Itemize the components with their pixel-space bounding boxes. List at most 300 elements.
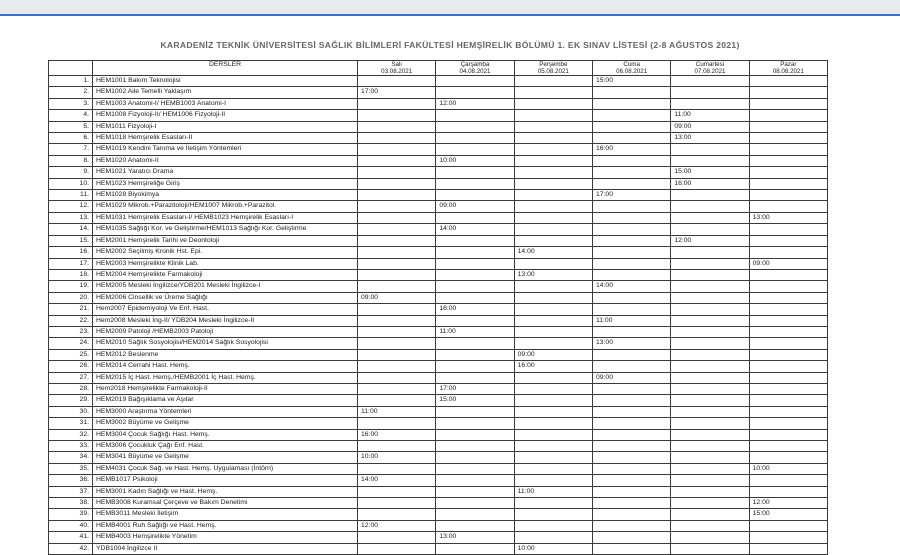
- course-name: HEMB4003 Hemşirelikte Yönetim: [93, 532, 358, 543]
- table-row: [49, 543, 828, 554]
- table-row: [49, 212, 828, 223]
- exam-time-cell: [749, 247, 827, 258]
- course-name: HEM1028 Biyokimya: [93, 190, 358, 201]
- table-row: [49, 475, 828, 486]
- table-row: [49, 315, 828, 326]
- day-header: Pazar: [749, 61, 827, 69]
- exam-time-cell: 15:00: [592, 76, 670, 87]
- row-number: 14.: [49, 224, 93, 235]
- row-number: 9.: [49, 167, 93, 178]
- exam-time-cell: [749, 452, 827, 463]
- exam-time-cell: 15:00: [749, 509, 827, 520]
- exam-time-cell: [592, 292, 670, 303]
- exam-time-cell: [514, 406, 592, 417]
- exam-time-cell: [436, 269, 514, 280]
- exam-time-cell: 12:00: [436, 98, 514, 109]
- exam-time-cell: [671, 349, 749, 360]
- exam-time-cell: [514, 167, 592, 178]
- exam-time-cell: [749, 486, 827, 497]
- exam-time-cell: 17:00: [592, 190, 670, 201]
- course-name: HEM2012 Beslenme: [93, 349, 358, 360]
- exam-time-cell: [436, 178, 514, 189]
- exam-time-cell: [358, 349, 436, 360]
- exam-time-cell: [592, 304, 670, 315]
- table-row: [49, 486, 828, 497]
- course-name: HEMB1017 Psikoloji: [93, 475, 358, 486]
- course-name: HEM1031 Hemşirelik Esasları-I/ HEMB1023 Hemşirelik Esasları-I: [93, 212, 358, 223]
- course-name: HEM1029 Mikrob.+Parazitoloji/HEM1007 Mikrob.+Parazitol.: [93, 201, 358, 212]
- exam-time-cell: [436, 452, 514, 463]
- exam-time-cell: [358, 269, 436, 280]
- exam-time-cell: 13:00: [436, 532, 514, 543]
- row-number: 23.: [49, 326, 93, 337]
- exam-time-cell: [592, 543, 670, 554]
- exam-time-cell: [671, 532, 749, 543]
- exam-time-cell: [358, 190, 436, 201]
- table-row: [49, 395, 828, 406]
- exam-time-cell: [358, 121, 436, 132]
- exam-time-cell: [592, 247, 670, 258]
- exam-time-cell: [749, 121, 827, 132]
- exam-time-cell: 09:00: [749, 258, 827, 269]
- exam-time-cell: [592, 258, 670, 269]
- toolbar-accent-line: [0, 14, 900, 16]
- exam-time-cell: [671, 441, 749, 452]
- exam-time-cell: [358, 543, 436, 554]
- exam-time-cell: [749, 326, 827, 337]
- exam-time-cell: [592, 201, 670, 212]
- course-name: YDB1004 İngilizce II: [93, 543, 358, 554]
- exam-time-cell: [671, 155, 749, 166]
- exam-time-cell: [514, 110, 592, 121]
- row-number: 22.: [49, 315, 93, 326]
- course-name: HEM1035 Sağlığı Kor. ve Geliştirme/HEM1013 Sağlığı Kor. Geliştirme: [93, 224, 358, 235]
- exam-time-cell: [514, 121, 592, 132]
- exam-time-cell: [749, 110, 827, 121]
- exam-time-cell: [514, 76, 592, 87]
- exam-time-cell: [671, 361, 749, 372]
- exam-time-cell: [436, 498, 514, 509]
- course-name: HEM3002 Büyüme ve Gelişme: [93, 418, 358, 429]
- exam-time-cell: [749, 395, 827, 406]
- exam-time-cell: [749, 361, 827, 372]
- exam-time-cell: [671, 372, 749, 383]
- exam-time-cell: 09:00: [358, 292, 436, 303]
- row-number: 30.: [49, 406, 93, 417]
- exam-time-cell: [671, 224, 749, 235]
- exam-time-cell: [358, 178, 436, 189]
- exam-time-cell: [592, 98, 670, 109]
- course-name: HEM3006 Çocukluk Çağı Enf. Hast.: [93, 441, 358, 452]
- exam-time-cell: [436, 509, 514, 520]
- exam-time-cell: 14:00: [436, 224, 514, 235]
- row-number: 29.: [49, 395, 93, 406]
- exam-time-cell: [436, 543, 514, 554]
- exam-time-cell: [592, 133, 670, 144]
- exam-time-cell: [358, 463, 436, 474]
- course-name: HEM1021 Yaratıcı Drama: [93, 167, 358, 178]
- exam-time-cell: [592, 155, 670, 166]
- exam-time-cell: [436, 167, 514, 178]
- table-row: [49, 383, 828, 394]
- exam-time-cell: [671, 76, 749, 87]
- course-name: HEM2014 Cerrahi Hast. Hemş.: [93, 361, 358, 372]
- exam-time-cell: [749, 475, 827, 486]
- exam-time-cell: [514, 133, 592, 144]
- table-row: [49, 498, 828, 509]
- row-number: 32.: [49, 429, 93, 440]
- date-header: 04.08.2021: [436, 68, 514, 76]
- table-row: [49, 361, 828, 372]
- exam-time-cell: [671, 429, 749, 440]
- exam-time-cell: 12:00: [671, 235, 749, 246]
- exam-time-cell: 17:00: [436, 383, 514, 394]
- date-header: 08.08.2021: [749, 68, 827, 76]
- course-name: Hem2018 Hemşirelikte Farmakoloji-II: [93, 383, 358, 394]
- table-row: [49, 372, 828, 383]
- row-number: 39.: [49, 509, 93, 520]
- exam-time-cell: [671, 304, 749, 315]
- exam-time-cell: [592, 441, 670, 452]
- exam-time-cell: [671, 383, 749, 394]
- table-row: [49, 452, 828, 463]
- exam-time-cell: [671, 87, 749, 98]
- course-name: HEM2003 Hemşirelikte Klinik Lab.: [93, 258, 358, 269]
- exam-time-cell: [358, 201, 436, 212]
- exam-time-cell: [514, 463, 592, 474]
- exam-time-cell: [358, 224, 436, 235]
- course-name: HEM2001 Hemşirelik Tarihi ve Deontoloji: [93, 235, 358, 246]
- course-name: HEM2006 Cinsellik ve Üreme Sağlığı: [93, 292, 358, 303]
- exam-time-cell: [592, 361, 670, 372]
- exam-time-cell: [749, 338, 827, 349]
- exam-time-cell: [514, 498, 592, 509]
- exam-time-cell: [749, 520, 827, 531]
- exam-time-cell: [436, 349, 514, 360]
- exam-time-cell: 09:00: [514, 349, 592, 360]
- exam-time-cell: 10:00: [514, 543, 592, 554]
- exam-time-cell: [749, 441, 827, 452]
- row-number: 38.: [49, 498, 93, 509]
- exam-time-cell: [436, 235, 514, 246]
- exam-time-cell: [514, 304, 592, 315]
- exam-time-cell: [671, 463, 749, 474]
- exam-time-cell: [592, 463, 670, 474]
- row-number: 36.: [49, 475, 93, 486]
- exam-time-cell: [592, 326, 670, 337]
- exam-time-cell: [358, 509, 436, 520]
- exam-time-cell: [671, 418, 749, 429]
- exam-time-cell: [514, 475, 592, 486]
- exam-time-cell: [671, 292, 749, 303]
- exam-time-cell: [514, 144, 592, 155]
- exam-time-cell: [514, 292, 592, 303]
- exam-time-cell: [436, 338, 514, 349]
- course-name: HEM1008 Fizyoloji-II/ HEM1006 Fizyoloji-II: [93, 110, 358, 121]
- day-header: Salı: [358, 61, 436, 69]
- exam-time-cell: [749, 178, 827, 189]
- exam-time-cell: [514, 98, 592, 109]
- row-number: 33.: [49, 441, 93, 452]
- exam-time-cell: [358, 235, 436, 246]
- exam-time-cell: [358, 281, 436, 292]
- exam-schedule-table: [48, 60, 828, 555]
- course-name: HEM3000 Araştırma Yöntemleri: [93, 406, 358, 417]
- exam-time-cell: [749, 87, 827, 98]
- row-number: 5.: [49, 121, 93, 132]
- exam-time-cell: [514, 383, 592, 394]
- course-name: HEM1019 Kendini Tanıma ve İletişim Yöntemleri: [93, 144, 358, 155]
- exam-time-cell: [749, 383, 827, 394]
- exam-time-cell: [671, 452, 749, 463]
- exam-time-cell: [514, 429, 592, 440]
- number-header: [49, 61, 93, 76]
- course-name: Hem2007 Epidemiyoloji Ve Enf. Hast.: [93, 304, 358, 315]
- course-name: HEM4031 Çocuk Sağ. ve Hast. Hemş. Uygulaması (İntörn): [93, 463, 358, 474]
- exam-time-cell: [671, 395, 749, 406]
- exam-time-cell: [749, 429, 827, 440]
- row-number: 7.: [49, 144, 93, 155]
- exam-time-cell: [671, 201, 749, 212]
- exam-time-cell: [358, 395, 436, 406]
- exam-time-cell: 12:00: [749, 498, 827, 509]
- table-row: [49, 532, 828, 543]
- exam-time-cell: 16:00: [514, 361, 592, 372]
- exam-time-cell: [514, 87, 592, 98]
- table-row: [49, 98, 828, 109]
- exam-time-cell: [358, 144, 436, 155]
- row-number: 11.: [49, 190, 93, 201]
- exam-time-cell: 11:00: [671, 110, 749, 121]
- exam-time-cell: 09:00: [436, 201, 514, 212]
- row-number: 3.: [49, 98, 93, 109]
- exam-time-cell: [749, 304, 827, 315]
- exam-time-cell: [592, 520, 670, 531]
- exam-time-cell: 11:00: [592, 315, 670, 326]
- row-number: 1.: [49, 76, 93, 87]
- exam-time-cell: 15:00: [436, 395, 514, 406]
- exam-time-cell: [592, 418, 670, 429]
- table-row: [49, 110, 828, 121]
- exam-time-cell: [436, 292, 514, 303]
- exam-time-cell: [749, 133, 827, 144]
- exam-time-cell: [358, 486, 436, 497]
- course-name: HEM1023 Hemşireliğe Giriş: [93, 178, 358, 189]
- row-number: 13.: [49, 212, 93, 223]
- exam-time-cell: [436, 190, 514, 201]
- row-number: 10.: [49, 178, 93, 189]
- exam-time-cell: [358, 441, 436, 452]
- exam-time-cell: [592, 269, 670, 280]
- date-header: 07.08.2021: [671, 68, 749, 76]
- table-body: [49, 76, 828, 555]
- table-row: [49, 463, 828, 474]
- exam-time-cell: [749, 372, 827, 383]
- exam-time-cell: [671, 144, 749, 155]
- exam-time-cell: [749, 167, 827, 178]
- exam-time-cell: [514, 418, 592, 429]
- exam-time-cell: [749, 418, 827, 429]
- exam-time-cell: 13:00: [671, 133, 749, 144]
- exam-time-cell: [749, 155, 827, 166]
- row-number: 6.: [49, 133, 93, 144]
- exam-time-cell: [358, 76, 436, 87]
- row-number: 20.: [49, 292, 93, 303]
- exam-time-cell: [436, 361, 514, 372]
- course-name: HEM2010 Sağlık Sosyolojisi/HEM2014 Sağlık Sosyolojisi: [93, 338, 358, 349]
- course-name: HEMB3008 Kuramsal Çerçeve ve Bakım Denetimi: [93, 498, 358, 509]
- row-number: 8.: [49, 155, 93, 166]
- exam-time-cell: [358, 110, 436, 121]
- course-name: HEMB3011 Mesleki İletişim: [93, 509, 358, 520]
- exam-time-cell: [514, 281, 592, 292]
- exam-time-cell: 13:00: [514, 269, 592, 280]
- exam-time-cell: [592, 429, 670, 440]
- table-row: [49, 178, 828, 189]
- exam-time-cell: [592, 509, 670, 520]
- exam-time-cell: [436, 247, 514, 258]
- table-row: [49, 235, 828, 246]
- exam-time-cell: [592, 475, 670, 486]
- course-name: HEMB4001 Ruh Sağlığı ve Hast. Hemş.: [93, 520, 358, 531]
- row-number: 34.: [49, 452, 93, 463]
- exam-time-cell: [514, 372, 592, 383]
- table-row: [49, 509, 828, 520]
- exam-time-cell: [749, 315, 827, 326]
- exam-time-cell: [358, 532, 436, 543]
- table-row: [49, 520, 828, 531]
- exam-time-cell: [592, 87, 670, 98]
- exam-time-cell: [514, 441, 592, 452]
- exam-time-cell: 16:00: [436, 304, 514, 315]
- table-row: [49, 441, 828, 452]
- exam-time-cell: [358, 338, 436, 349]
- row-number: 17.: [49, 258, 93, 269]
- exam-time-cell: [671, 543, 749, 554]
- exam-time-cell: [358, 361, 436, 372]
- document-title: KARADENİZ TEKNİK ÜNİVERSİTESİ SAĞLIK BİLİMLERİ FAKÜLTESİ HEMŞİRELİK BÖLÜMÜ 1. EK SINAV LİSTESİ (2-8 AĞUSTOS 2021): [160, 40, 740, 50]
- exam-time-cell: [358, 418, 436, 429]
- exam-time-cell: [514, 212, 592, 223]
- exam-time-cell: [436, 87, 514, 98]
- exam-time-cell: [436, 121, 514, 132]
- exam-time-cell: [749, 190, 827, 201]
- exam-time-cell: 10:00: [358, 452, 436, 463]
- exam-time-cell: [749, 281, 827, 292]
- day-header: Cumartesi: [671, 61, 749, 69]
- exam-time-cell: [358, 304, 436, 315]
- table-row: [49, 201, 828, 212]
- exam-time-cell: [436, 76, 514, 87]
- exam-time-cell: [592, 349, 670, 360]
- row-number: 4.: [49, 110, 93, 121]
- row-number: 40.: [49, 520, 93, 531]
- exam-time-cell: [592, 406, 670, 417]
- exam-time-cell: [358, 258, 436, 269]
- course-name: HEM1001 Bakım Teknolojisi: [93, 76, 358, 87]
- exam-time-cell: [592, 167, 670, 178]
- table-row: [49, 155, 828, 166]
- table-header: [49, 61, 828, 76]
- exam-time-cell: [671, 520, 749, 531]
- course-name: HEM1018 Hemşirelik Esasları-II: [93, 133, 358, 144]
- exam-time-cell: [436, 441, 514, 452]
- exam-time-cell: [514, 532, 592, 543]
- exam-time-cell: [436, 520, 514, 531]
- date-header: 05.08.2021: [514, 68, 592, 76]
- exam-time-cell: [436, 315, 514, 326]
- exam-time-cell: [592, 498, 670, 509]
- exam-time-cell: 14:00: [592, 281, 670, 292]
- exam-time-cell: [671, 315, 749, 326]
- row-number: 27.: [49, 372, 93, 383]
- table-row: [49, 304, 828, 315]
- exam-time-cell: [592, 532, 670, 543]
- exam-time-cell: [514, 178, 592, 189]
- exam-time-cell: [514, 338, 592, 349]
- table-row: [49, 258, 828, 269]
- exam-time-cell: [436, 429, 514, 440]
- exam-time-cell: [514, 395, 592, 406]
- exam-time-cell: [436, 144, 514, 155]
- exam-time-cell: [436, 486, 514, 497]
- exam-time-cell: [671, 281, 749, 292]
- course-header: DERSLER: [93, 61, 358, 76]
- exam-time-cell: [749, 269, 827, 280]
- table-row: [49, 292, 828, 303]
- course-name: HEM3004 Çocuk Sağlığı Hast. Hemş.: [93, 429, 358, 440]
- exam-time-cell: [671, 509, 749, 520]
- exam-time-cell: [671, 486, 749, 497]
- row-number: 25.: [49, 349, 93, 360]
- table-row: [49, 144, 828, 155]
- exam-time-cell: 17:00: [358, 87, 436, 98]
- course-name: HEM2019 Bağışıklama ve Aşılar: [93, 395, 358, 406]
- day-header: Perşembe: [514, 61, 592, 69]
- exam-time-cell: 16:00: [671, 178, 749, 189]
- row-number: 35.: [49, 463, 93, 474]
- row-number: 41.: [49, 532, 93, 543]
- exam-time-cell: [671, 475, 749, 486]
- exam-time-cell: [358, 212, 436, 223]
- exam-time-cell: [436, 212, 514, 223]
- exam-time-cell: [671, 498, 749, 509]
- exam-time-cell: [358, 383, 436, 394]
- table-row: [49, 338, 828, 349]
- exam-time-cell: 10:00: [436, 155, 514, 166]
- row-number: 28.: [49, 383, 93, 394]
- row-number: 31.: [49, 418, 93, 429]
- course-name: HEM2004 Hemşirelikte Farmakoloji: [93, 269, 358, 280]
- exam-time-cell: [514, 315, 592, 326]
- table-row: [49, 418, 828, 429]
- exam-time-cell: [592, 178, 670, 189]
- table-row: [49, 326, 828, 337]
- exam-time-cell: [749, 201, 827, 212]
- exam-time-cell: [514, 224, 592, 235]
- exam-time-cell: 16:00: [358, 429, 436, 440]
- exam-time-cell: 09:00: [592, 372, 670, 383]
- exam-time-cell: 13:00: [592, 338, 670, 349]
- row-number: 12.: [49, 201, 93, 212]
- row-number: 15.: [49, 235, 93, 246]
- table-row: [49, 133, 828, 144]
- row-number: 37.: [49, 486, 93, 497]
- exam-time-cell: [436, 475, 514, 486]
- exam-time-cell: [514, 155, 592, 166]
- exam-time-cell: [592, 395, 670, 406]
- exam-time-cell: [592, 121, 670, 132]
